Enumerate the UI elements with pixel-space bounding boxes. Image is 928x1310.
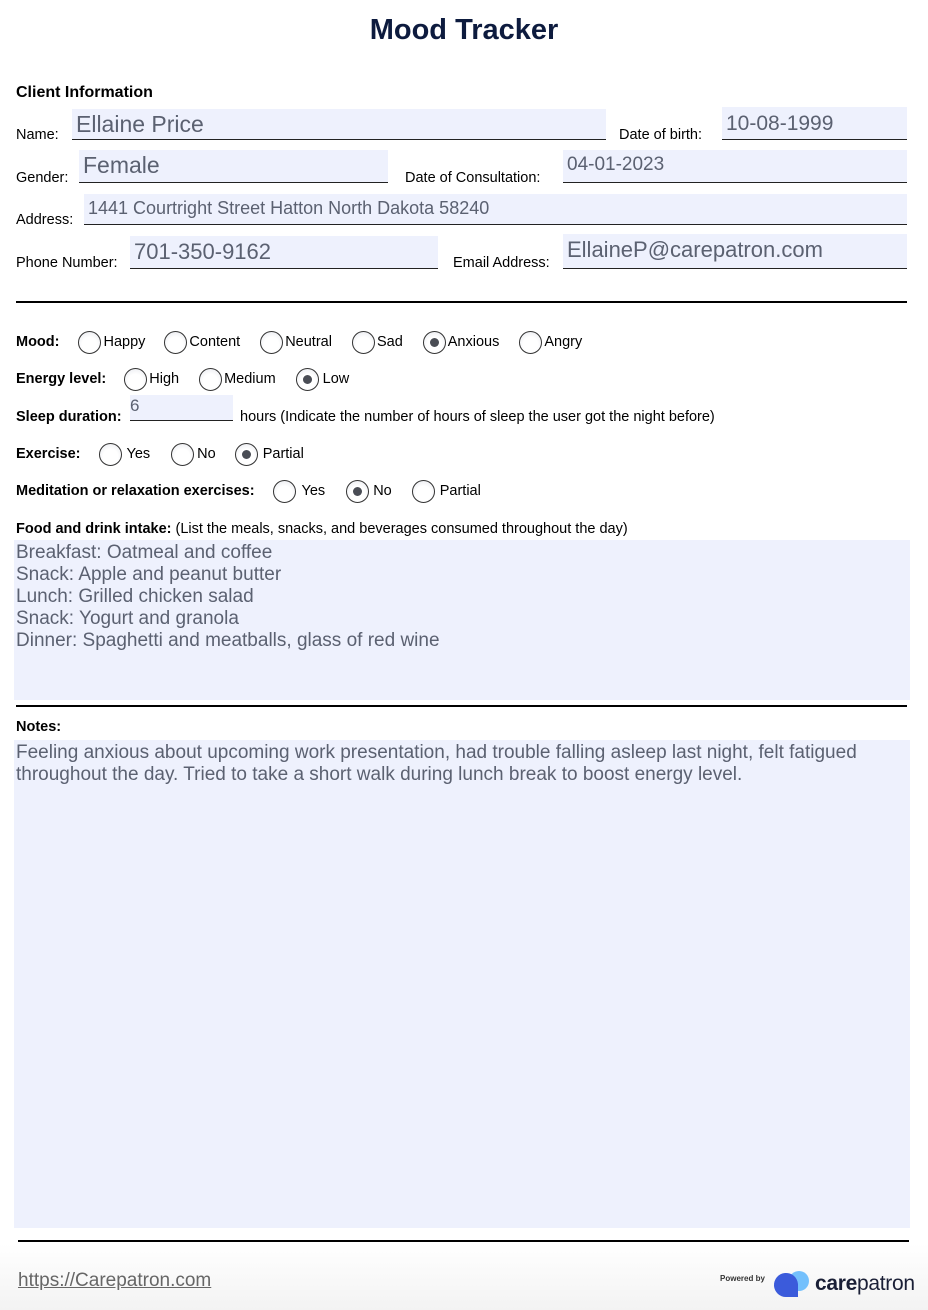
sleep-hours-field[interactable]: 6	[130, 395, 233, 421]
radio-icon[interactable]	[412, 480, 435, 503]
mood-option-anxious[interactable]	[423, 331, 500, 354]
radio-icon[interactable]	[273, 480, 296, 503]
energy-option-low[interactable]	[296, 368, 350, 391]
gender-label: Gender:	[16, 170, 69, 186]
mood-option-content[interactable]	[164, 331, 240, 354]
notes-line: Feeling anxious about upcoming work presentation, had trouble falling asleep last night, felt fatigued	[16, 742, 857, 763]
notes-label: Notes:	[16, 719, 62, 735]
food-line: Lunch: Grilled chicken salad	[16, 586, 254, 607]
email-field[interactable]: EllaineP@carepatron.com	[563, 234, 907, 269]
option-label: Content	[189, 334, 241, 350]
carepatron-link[interactable]: https://Carepatron.com	[18, 1270, 212, 1291]
address-field[interactable]: 1441 Courtright Street Hatton North Dakota 58240	[84, 194, 907, 225]
option-label: No	[373, 483, 392, 499]
radio-icon[interactable]	[171, 443, 194, 466]
mood-label: Mood:	[16, 334, 60, 350]
meditation-option-no[interactable]	[346, 480, 392, 503]
meditation-option-partial[interactable]	[412, 480, 481, 503]
divider-footer	[18, 1240, 909, 1242]
radio-selected-icon[interactable]	[423, 331, 446, 354]
radio-selected-icon[interactable]	[296, 368, 319, 391]
email-label: Email Address:	[453, 255, 550, 271]
radio-icon[interactable]	[260, 331, 283, 354]
radio-icon[interactable]	[99, 443, 122, 466]
dob-label: Date of birth:	[619, 127, 703, 143]
mood-option-neutral[interactable]	[260, 331, 332, 354]
food-line: Breakfast: Oatmeal and coffee	[16, 542, 273, 563]
option-label: Sad	[376, 334, 403, 350]
option-label: Yes	[301, 483, 326, 499]
option-label: Medium	[224, 371, 276, 387]
brand-bold: care	[815, 1272, 858, 1295]
brand-rest: patron	[857, 1272, 915, 1295]
energy-label: Energy level:	[16, 371, 107, 387]
food-line: Snack: Apple and peanut butter	[16, 564, 282, 585]
option-label: Anxious	[447, 334, 500, 350]
food-hint: (List the meals, snacks, and beverages consumed throughout the day)	[175, 521, 628, 537]
page-title: Mood Tracker	[369, 14, 559, 46]
exercise-label: Exercise:	[16, 446, 81, 462]
option-label: Happy	[103, 334, 146, 350]
mood-option-sad[interactable]	[352, 331, 403, 354]
option-label: Neutral	[285, 334, 332, 350]
energy-row	[16, 366, 349, 392]
food-heading	[16, 521, 628, 537]
radio-icon[interactable]	[352, 331, 375, 354]
option-label: Low	[322, 371, 350, 387]
divider-food	[16, 705, 907, 707]
exercise-row	[16, 441, 304, 467]
phone-label: Phone Number:	[16, 255, 118, 271]
notes-area[interactable]	[14, 740, 910, 1228]
option-label: Partial	[262, 446, 304, 462]
food-label: Food and drink intake:	[16, 521, 172, 537]
exercise-option-partial[interactable]	[235, 443, 304, 466]
radio-selected-icon[interactable]	[235, 443, 258, 466]
divider-client	[16, 301, 907, 303]
name-label: Name:	[16, 127, 59, 143]
option-label: Yes	[126, 446, 151, 462]
radio-icon[interactable]	[78, 331, 101, 354]
food-intake-area[interactable]	[14, 540, 910, 700]
consult-label: Date of Consultation:	[405, 170, 541, 186]
address-label: Address:	[16, 212, 74, 228]
option-label: High	[149, 371, 180, 387]
radio-icon[interactable]	[519, 331, 542, 354]
dob-field[interactable]: 10-08-1999	[722, 107, 907, 140]
sleep-hint: hours (Indicate the number of hours of sleep the user got the night before)	[240, 409, 715, 425]
option-label: No	[197, 446, 216, 462]
notes-line: throughout the day. Tried to take a short walk during lunch break to boost energy level.	[16, 764, 743, 785]
meditation-row	[16, 478, 481, 504]
meditation-option-yes[interactable]	[273, 480, 326, 503]
mood-option-angry[interactable]	[519, 331, 582, 354]
radio-icon[interactable]	[164, 331, 187, 354]
name-field[interactable]: Ellaine Price	[72, 109, 606, 140]
exercise-option-yes[interactable]	[99, 443, 151, 466]
option-label: Partial	[439, 483, 481, 499]
consultation-date-field[interactable]: 04-01-2023	[563, 150, 907, 183]
mood-option-happy[interactable]	[78, 331, 145, 354]
powered-by-text: Powered by	[720, 1274, 765, 1283]
radio-icon[interactable]	[124, 368, 147, 391]
energy-option-high[interactable]	[124, 368, 179, 391]
carepatron-brand	[815, 1272, 915, 1296]
meditation-label: Meditation or relaxation exercises:	[16, 483, 255, 499]
energy-option-medium[interactable]	[199, 368, 276, 391]
exercise-option-no[interactable]	[171, 443, 216, 466]
mood-row	[16, 329, 582, 355]
carepatron-logo-icon	[772, 1270, 814, 1298]
phone-field[interactable]: 701-350-9162	[130, 236, 438, 269]
food-line: Snack: Yogurt and granola	[16, 608, 239, 629]
food-line: Dinner: Spaghetti and meatballs, glass of red wine	[16, 630, 440, 651]
client-info-heading: Client Information	[16, 84, 153, 101]
radio-icon[interactable]	[199, 368, 222, 391]
sleep-label: Sleep duration:	[16, 409, 122, 425]
radio-selected-icon[interactable]	[346, 480, 369, 503]
gender-field[interactable]: Female	[79, 150, 388, 183]
option-label: Angry	[544, 334, 583, 350]
